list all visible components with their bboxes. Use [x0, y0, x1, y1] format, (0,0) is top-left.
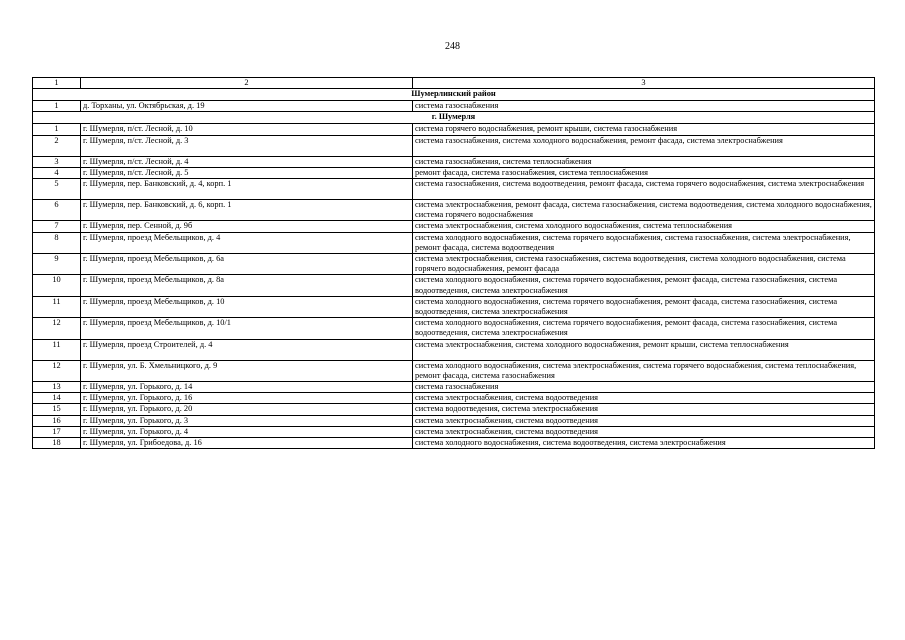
page-number: 248 [445, 41, 460, 52]
table-row [33, 275, 875, 296]
table-row [33, 426, 875, 437]
table-row [33, 382, 875, 393]
row-number: 18 [33, 438, 81, 449]
row-works: ремонт фасада, система газоснабжения, система теплоснабжения [413, 167, 875, 178]
row-number: 14 [33, 393, 81, 404]
row-address: г. Шумерля, проезд Мебельщиков, д. 4 [81, 232, 413, 253]
table-row [33, 156, 875, 167]
row-number: 7 [33, 221, 81, 232]
row-works: система электроснабжения, система водоотведения [413, 426, 875, 437]
row-number: 4 [33, 167, 81, 178]
row-address: г. Шумерля, ул. Грибоедова, д. 16 [81, 438, 413, 449]
row-number: 16 [33, 415, 81, 426]
row-number: 3 [33, 156, 81, 167]
row-address: г. Шумерля, п/ст. Лесной, д. 3 [81, 135, 413, 156]
row-works: система холодного водоснабжения, система электроснабжения, система горячего водоснабжения, система теплоснабжения, ремонт фасада, система газоснабжения [413, 360, 875, 381]
section-header-row [33, 112, 875, 124]
row-works: система водоотведения, система электроснабжения [413, 404, 875, 415]
works-table [32, 77, 875, 449]
row-address: г. Шумерля, пер. Сенной, д. 9б [81, 221, 413, 232]
row-number: 6 [33, 200, 81, 221]
row-works: система газоснабжения [413, 101, 875, 112]
row-number: 10 [33, 275, 81, 296]
row-address: д. Торханы, ул. Октябрьская, д. 19 [81, 101, 413, 112]
row-address: г. Шумерля, ул. Горького, д. 3 [81, 415, 413, 426]
row-works: система газоснабжения, система водоотведения, ремонт фасада, система горячего водоснабжения, система электроснабжения [413, 179, 875, 200]
row-address: г. Шумерля, ул. Горького, д. 20 [81, 404, 413, 415]
row-works: система электроснабжения, система холодного водоснабжения, ремонт крыши, система теплоснабжения [413, 339, 875, 360]
row-works: система холодного водоснабжения, система горячего водоснабжения, ремонт фасада, система газоснабжения, система водоотведения, система электроснабжения [413, 275, 875, 296]
table-row [33, 404, 875, 415]
row-address: г. Шумерля, проезд Мебельщиков, д. 6а [81, 254, 413, 275]
table-row [33, 318, 875, 339]
row-works: система горячего водоснабжения, ремонт крыши, система газоснабжения [413, 124, 875, 135]
row-address: г. Шумерля, п/ст. Лесной, д. 5 [81, 167, 413, 178]
row-works: система холодного водоснабжения, система водоотведения, система электроснабжения [413, 438, 875, 449]
row-works: система холодного водоснабжения, система горячего водоснабжения, система газоснабжения, система электроснабжения, ремонт фасада, система водоотведения [413, 232, 875, 253]
table-row [33, 339, 875, 360]
row-number: 5 [33, 179, 81, 200]
row-works: система электроснабжения, ремонт фасада, система газоснабжения, система водоотведения, система холодного водоснабжения, система горячего водоснабжения [413, 200, 875, 221]
section-title: г. Шумерля [33, 112, 875, 124]
row-number: 12 [33, 360, 81, 381]
row-address: г. Шумерля, пер. Банковский, д. 6, корп. 1 [81, 200, 413, 221]
column-number-row [33, 78, 875, 89]
works-table-body [33, 78, 875, 449]
row-number: 13 [33, 382, 81, 393]
row-address: г. Шумерля, проезд Мебельщиков, д. 10/1 [81, 318, 413, 339]
row-number: 12 [33, 318, 81, 339]
table-row [33, 101, 875, 112]
row-address: г. Шумерля, проезд Мебельщиков, д. 10 [81, 296, 413, 317]
row-address: г. Шумерля, п/ст. Лесной, д. 4 [81, 156, 413, 167]
row-number: 1 [33, 124, 81, 135]
column-number-3: 3 [413, 78, 875, 89]
row-address: г. Шумерля, проезд Мебельщиков, д. 8а [81, 275, 413, 296]
row-works: система электроснабжения, система холодного водоснабжения, система теплоснабжения [413, 221, 875, 232]
row-works: система электроснабжения, система водоотведения [413, 415, 875, 426]
table-row [33, 438, 875, 449]
column-number-2: 2 [81, 78, 413, 89]
table-row [33, 124, 875, 135]
table-row [33, 232, 875, 253]
row-works: система холодного водоснабжения, система горячего водоснабжения, ремонт фасада, система газоснабжения, система водоотведения, система электроснабжения [413, 318, 875, 339]
table-row [33, 221, 875, 232]
table-row [33, 167, 875, 178]
row-address: г. Шумерля, ул. Горького, д. 4 [81, 426, 413, 437]
row-address: г. Шумерля, ул. Горького, д. 16 [81, 393, 413, 404]
row-works: система газоснабжения, система холодного водоснабжения, ремонт фасада, система электроснабжения [413, 135, 875, 156]
row-number: 15 [33, 404, 81, 415]
section-header-row [33, 89, 875, 101]
table-row [33, 296, 875, 317]
row-number: 17 [33, 426, 81, 437]
table-row [33, 200, 875, 221]
column-number-1: 1 [33, 78, 81, 89]
table-row [33, 360, 875, 381]
table-row [33, 415, 875, 426]
row-address: г. Шумерля, проезд Строителей, д. 4 [81, 339, 413, 360]
row-number: 11 [33, 339, 81, 360]
row-address: г. Шумерля, ул. Б. Хмельницкого, д. 9 [81, 360, 413, 381]
row-address: г. Шумерля, ул. Горького, д. 14 [81, 382, 413, 393]
row-number: 11 [33, 296, 81, 317]
table-row [33, 393, 875, 404]
row-works: система холодного водоснабжения, система горячего водоснабжения, ремонт фасада, система газоснабжения, система водоотведения, система электроснабжения [413, 296, 875, 317]
table-row [33, 135, 875, 156]
row-works: система электроснабжения, система газоснабжения, система водоотведения, система холодного водоснабжения, система горячего водоснабжения, ремонт фасада [413, 254, 875, 275]
row-works: система газоснабжения, система теплоснабжения [413, 156, 875, 167]
section-title: Шумерлинский район [33, 89, 875, 101]
row-works: система электроснабжения, система водоотведения [413, 393, 875, 404]
row-address: г. Шумерля, пер. Банковский, д. 4, корп. 1 [81, 179, 413, 200]
row-number: 8 [33, 232, 81, 253]
row-address: г. Шумерля, п/ст. Лесной, д. 10 [81, 124, 413, 135]
row-number: 1 [33, 101, 81, 112]
row-number: 9 [33, 254, 81, 275]
row-works: система газоснабжения [413, 382, 875, 393]
row-number: 2 [33, 135, 81, 156]
table-row [33, 254, 875, 275]
table-row [33, 179, 875, 200]
